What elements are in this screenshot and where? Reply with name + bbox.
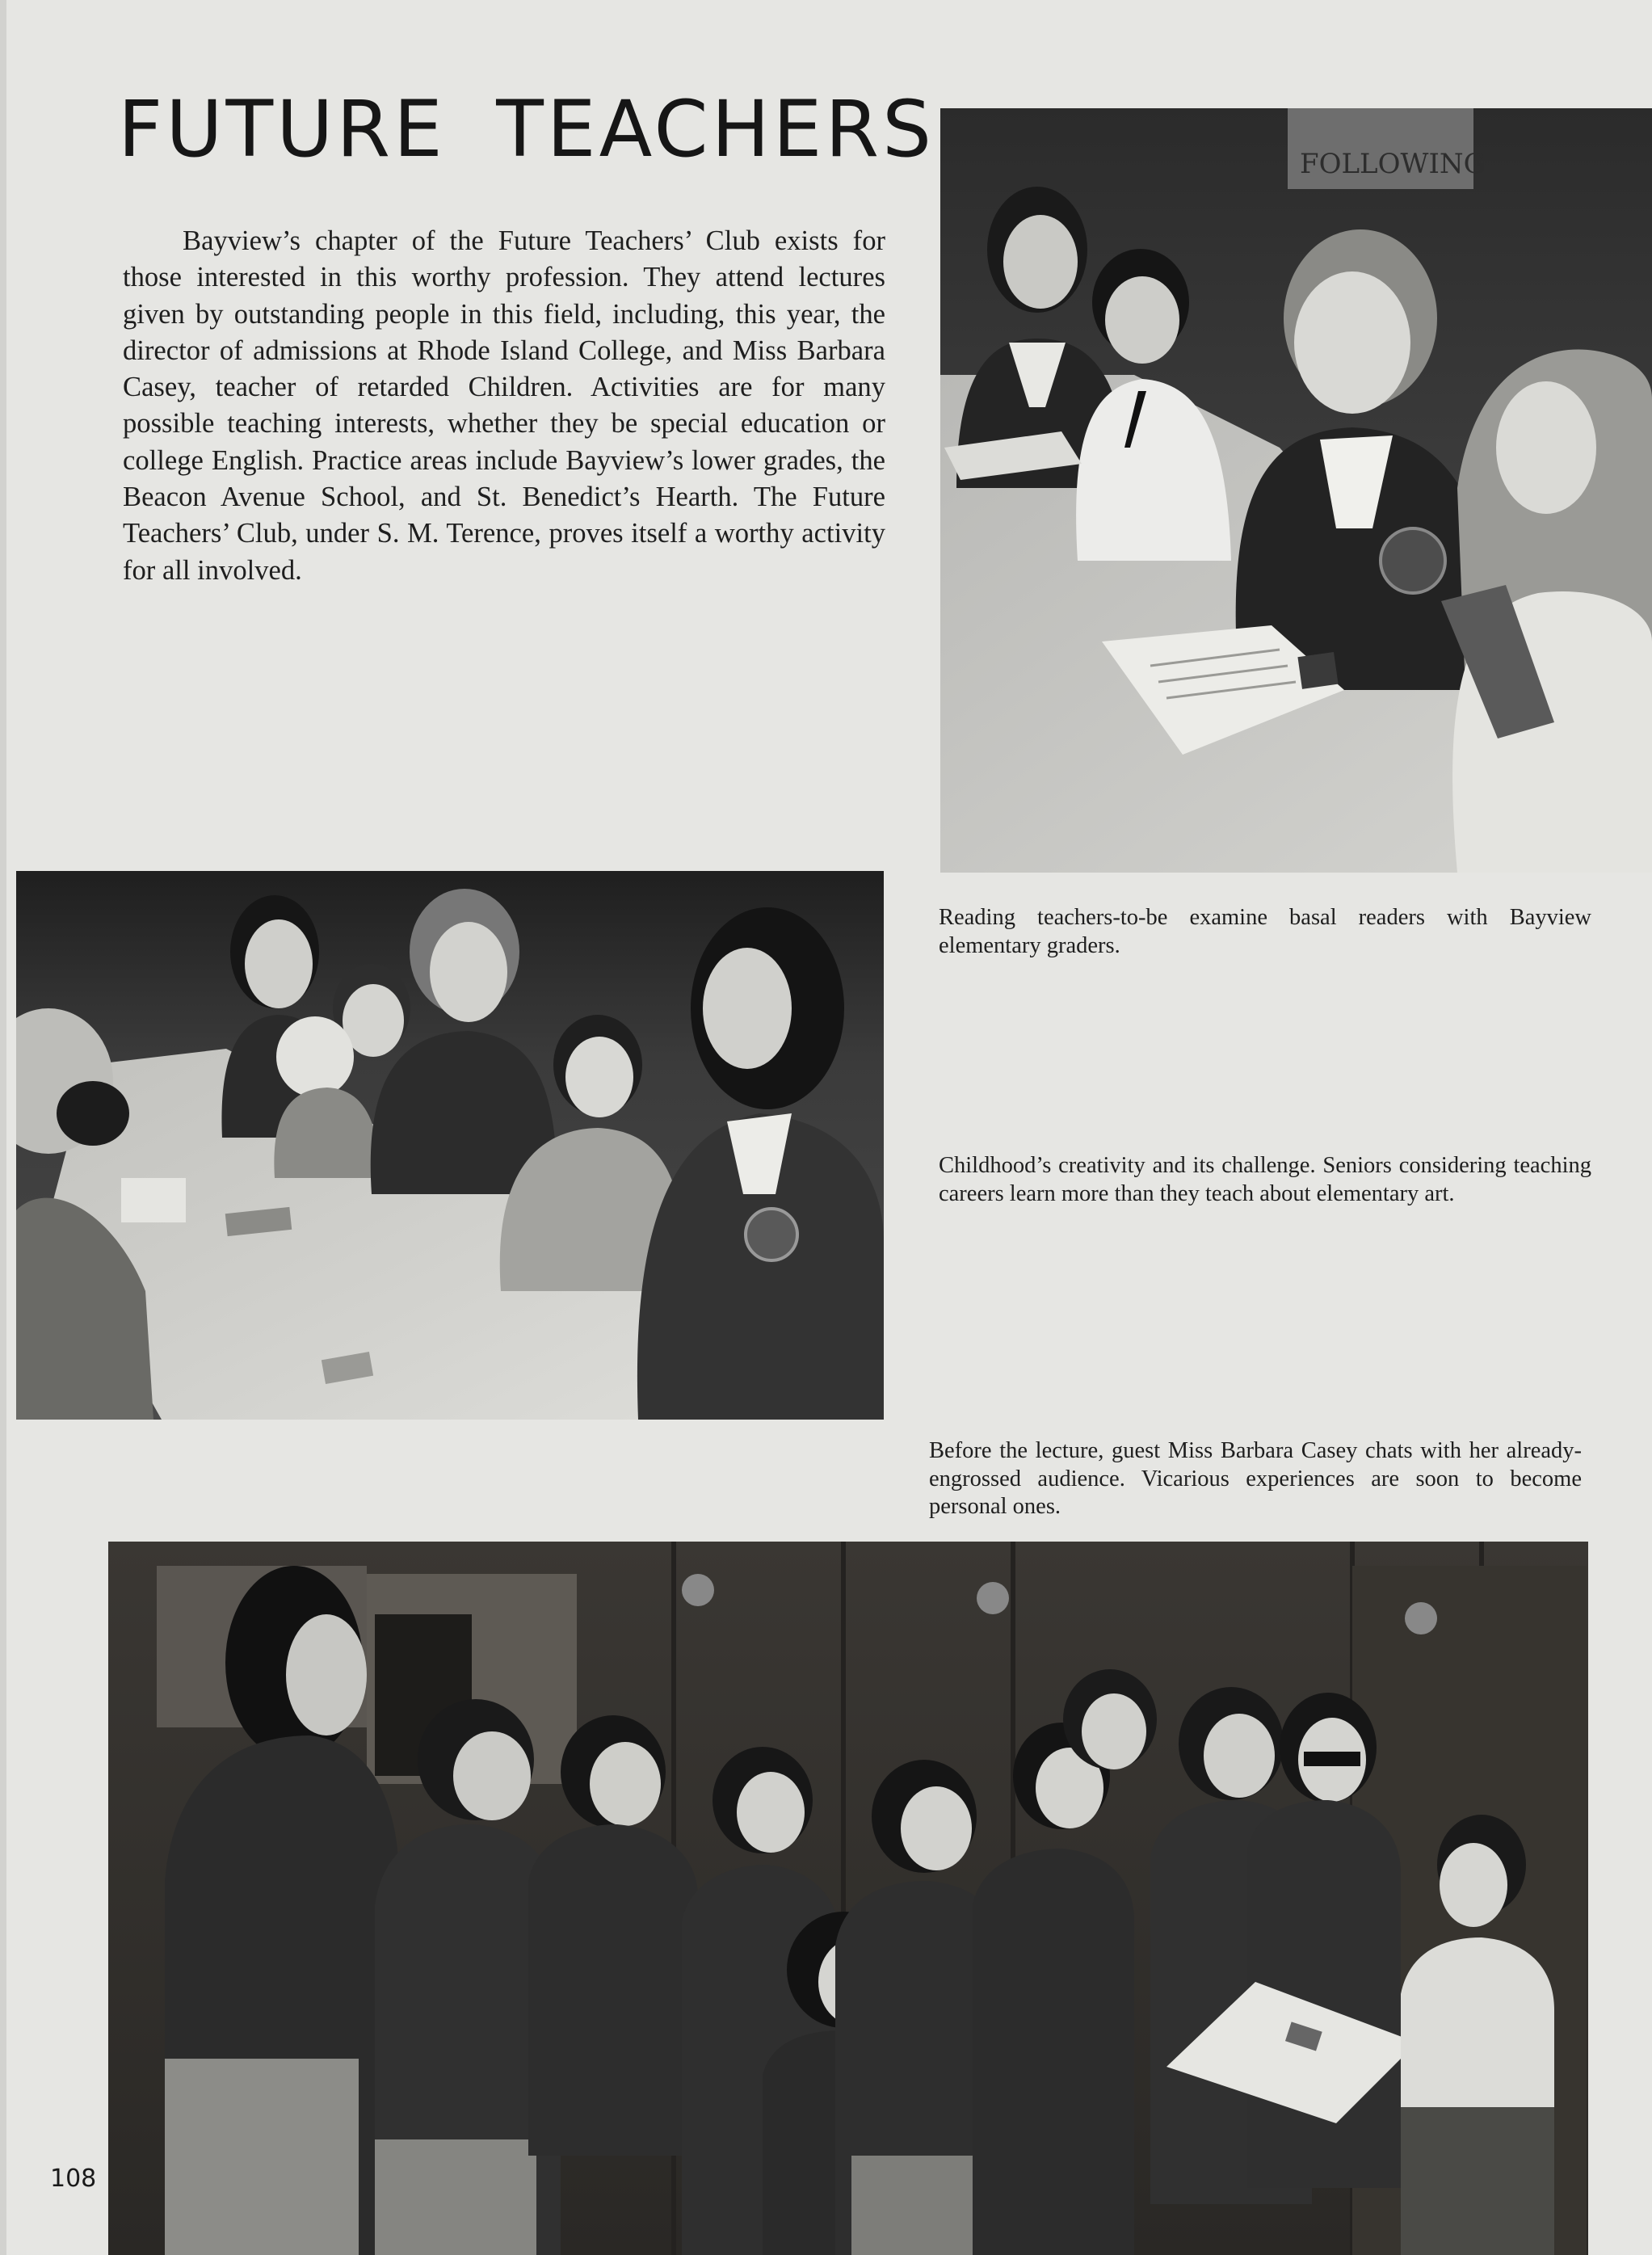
photo-art-image bbox=[16, 871, 884, 1420]
caption-lecture: Before the lecture, guest Miss Barbara Casey chats with her already-engrossed audience. Vicarious experiences are soon to become personal ones. bbox=[929, 1438, 1582, 1519]
page-title: FUTURE TEACHERS bbox=[118, 84, 935, 175]
photo-sign-text: FOLLOWING bbox=[1300, 148, 1486, 180]
photo-lecture bbox=[108, 1542, 1588, 2255]
photo-lecture-image bbox=[108, 1542, 1588, 2255]
photo-reading bbox=[940, 108, 1652, 873]
caption-art: Childhood’s creativity and its challenge. Seniors considering teaching careers learn more than they teach about elementary art. bbox=[939, 1153, 1591, 1206]
caption-reading: Reading teachers-to-be examine basal readers with Bayview elementary graders. bbox=[939, 905, 1591, 958]
page-edge bbox=[0, 0, 6, 2255]
photo-reading-image bbox=[940, 108, 1652, 873]
page-number: 108 bbox=[50, 2165, 97, 2193]
photo-art bbox=[16, 871, 884, 1420]
article-body: Bayview’s chapter of the Future Teachers’ Club exists for those interested in this worthy profession. They attend lectures given by outstanding people in this field, including, this year, the director of admissions at Rhode Island College, and Miss Barbara Casey, teacher of retarded Children. Activities are for many possible teaching interests, whether they be special education or college English. Practice areas include Bayview’s lower grades, the Beacon Avenue School, and St. Benedict’s Hearth. The Future Teachers’ Club, under S. M. Terence, proves itself a worthy activity for all involved. bbox=[123, 225, 885, 586]
